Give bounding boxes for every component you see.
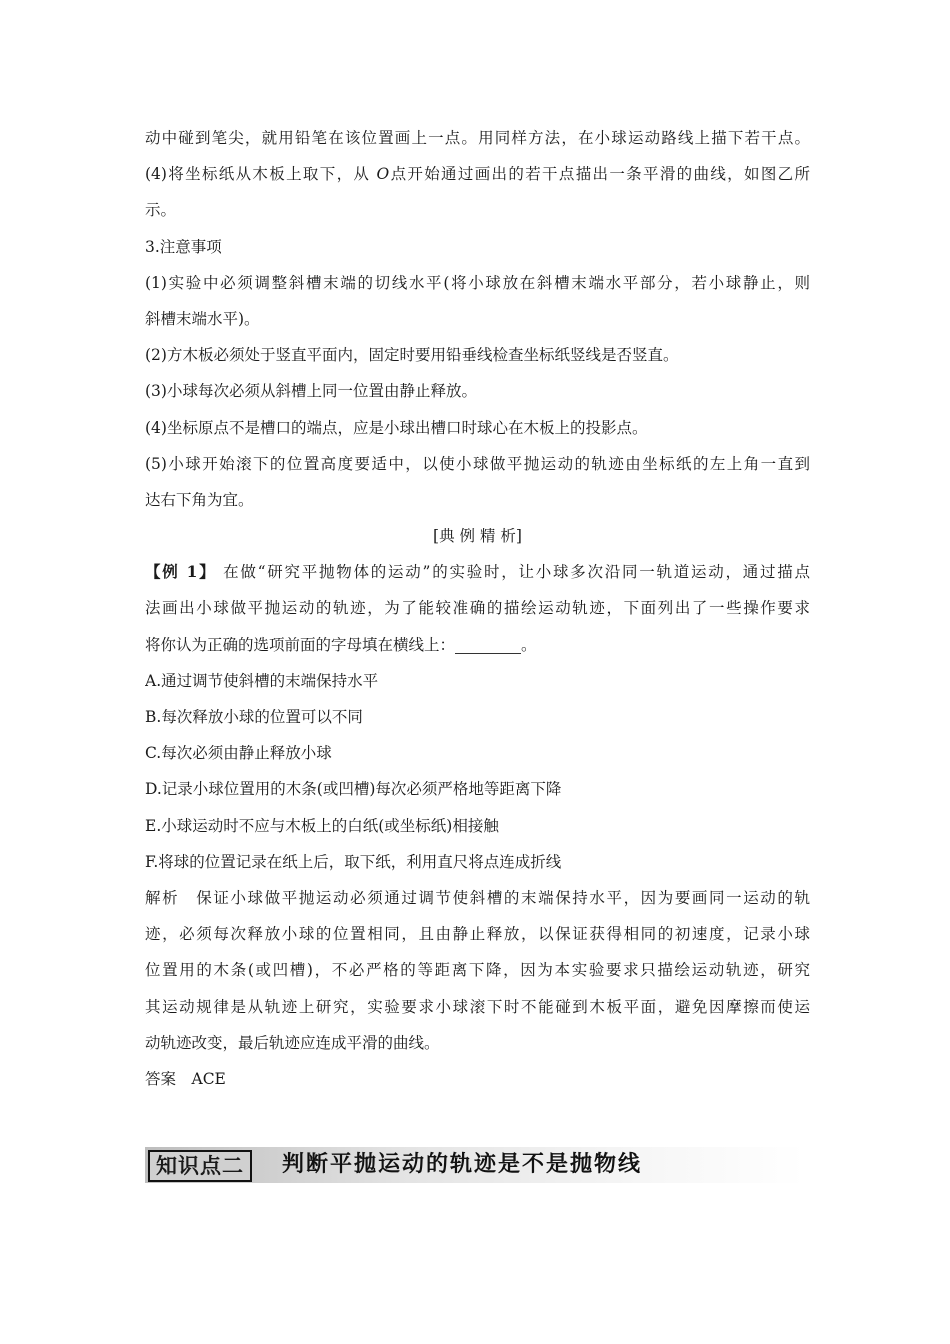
analysis-line: 迹，必须每次释放小球的位置相同，且由静止释放，以保证获得相同的初速度，记录小球	[145, 925, 810, 944]
text-line: 斜槽末端水平)。	[145, 309, 260, 328]
section-heading-notes: 3.注意事项	[145, 237, 222, 256]
answer-line: 答案 ACE	[145, 1069, 226, 1088]
text-line: 动中碰到笔尖，就用铅笔在该位置画上一点。用同样方法，在小球运动路线上描下若干点。	[145, 129, 810, 147]
option-c: C.每次必须由静止释放小球	[145, 744, 332, 763]
knowledge-point-tag: 知识点二	[148, 1150, 252, 1182]
knowledge-point-banner	[145, 1147, 805, 1183]
option-a: A.通过调节使斜槽的末端保持水平	[145, 671, 379, 690]
option-e: E.小球运动时不应与木板上的白纸(或坐标纸)相接触	[145, 816, 499, 835]
option-d: D.记录小球位置用的木条(或凹槽)每次必须严格地等距离下降	[145, 780, 562, 799]
text-line: 达右下角为宜。	[145, 490, 254, 509]
text-line: (4)将坐标纸从木板上取下，从 O点开始通过画出的若干点描出一条平滑的曲线，如图乙所	[145, 165, 810, 184]
example-line: 【例 1】 在做“研究平抛物体的运动”的实验时，让小球多次沿同一轨道运动，通过描点	[145, 562, 810, 582]
option-f: F.将球的位置记录在纸上后，取下纸，利用直尺将点连成折线	[145, 852, 562, 871]
text-line: 示。	[145, 201, 177, 220]
text-line: (2)方木板必须处于竖直平面内，固定时要用铅垂线检查坐标纸竖线是否竖直。	[145, 346, 679, 365]
option-b: B.每次释放小球的位置可以不同	[145, 708, 363, 726]
document-body	[145, 120, 810, 1097]
example-label: 【例 1】	[145, 562, 217, 582]
text-line: (3)小球每次必须从斜槽上同一位置由静止释放。	[145, 382, 477, 401]
answer-blank	[455, 633, 521, 654]
text-line: (5)小球开始滚下的位置高度要适中，以使小球做平抛运动的轨迹由坐标纸的左上角一直到	[145, 454, 810, 473]
example-line: 法画出小球做平抛运动的轨迹，为了能较准确的描绘运动轨迹，下面列出了一些操作要求	[145, 599, 810, 618]
point-o-label: O	[376, 165, 390, 184]
text-line: (4)坐标原点不是槽口的端点，应是小球出槽口时球心在木板上的投影点。	[145, 418, 648, 437]
example-line: 将你认为正确的选项前面的字母填在横线上： 。	[145, 627, 810, 663]
analysis-line: 动轨迹改变，最后轨迹应连成平滑的曲线。	[145, 1033, 440, 1052]
section-heading-examples: [典 例 精 析]	[433, 527, 522, 546]
analysis-line: 解析 保证小球做平抛运动必须通过调节使斜槽的末端保持水平，因为要画同一运动的轨	[145, 888, 810, 907]
text-line: (1)实验中必须调整斜槽末端的切线水平(将小球放在斜槽末端水平部分，若小球静止，则	[145, 273, 810, 292]
analysis-line: 其运动规律是从轨迹上研究，实验要求小球滚下时不能碰到木板平面，避免因摩擦而使运	[145, 997, 810, 1016]
analysis-line: 位置用的木条(或凹槽)，不必严格的等距离下降，因为本实验要求只描绘运动轨迹，研究	[145, 961, 810, 980]
knowledge-point-title: 判断平抛运动的轨迹是不是抛物线	[282, 1152, 643, 1177]
